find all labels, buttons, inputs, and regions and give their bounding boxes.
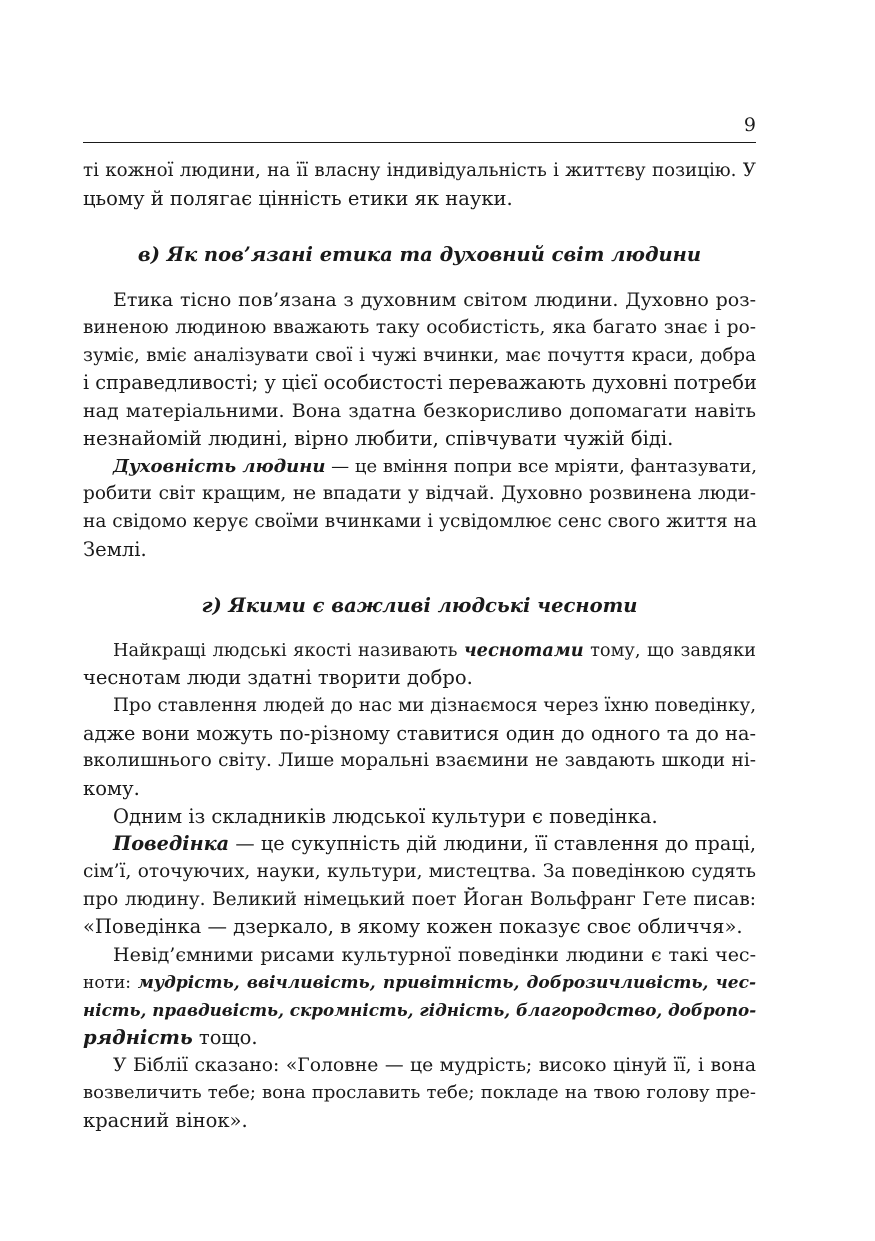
text-line: Невід’ємними рисами культурної поведінки людини є такі чес- bbox=[113, 944, 756, 966]
text-line: красний вінок». bbox=[83, 1109, 248, 1132]
text-line: Етика тісно пов’язана з духовним світом людини. Духовно роз- bbox=[113, 289, 756, 311]
term-bold: мудрість, ввічливість, привітність, доброзичливість, чес- bbox=[137, 973, 756, 993]
text-line: кому. bbox=[83, 777, 140, 800]
text-line: «Поведінка — дзеркало, в якому кожен показує своє обличчя». bbox=[83, 915, 743, 938]
text-line: сім’ї, оточуючих, науки, культури, мистецтва. За поведінкою судять bbox=[83, 861, 756, 882]
text-line: У Біблії сказано: «Головне — це мудрість; високо цінуй її, і вона bbox=[113, 1055, 756, 1076]
text-line bbox=[83, 830, 756, 858]
text-line: над матеріальними. Вона здатна безкорисливо допомагати навіть bbox=[83, 400, 756, 422]
text-line: зуміє, вміє аналізувати свої і чужі вчинки, має почуття краси, добра bbox=[83, 345, 756, 366]
text-line: цьому й полягає цінність етики як науки. bbox=[83, 187, 513, 210]
term-bold: рядність bbox=[83, 1026, 193, 1049]
section-heading: г) Якими є важливі людські чесноти bbox=[201, 594, 638, 617]
text-line: виненою людиною вважають таку особистість, яка багато знає і ро- bbox=[83, 317, 756, 338]
text-line: Про ставлення людей до нас ми дізнаємося через їхню поведінку, bbox=[113, 695, 756, 716]
text-line: возвеличить тебе; вона прославить тебе; покладе на твою голову пре- bbox=[83, 1082, 756, 1103]
text-line: про людину. Великий німецький поет Йоган Вольфранг Гете писав: bbox=[83, 889, 756, 910]
text-line: чеснотам люди здатні творити добро. bbox=[83, 666, 473, 689]
text-line: ність, правдивість, скромність, гідність, благородство, добропо- bbox=[83, 1000, 757, 1020]
header-rule bbox=[83, 142, 756, 143]
text-line: незнайомій людині, вірно любити, співчувати чужій біді. bbox=[83, 427, 674, 450]
text-span: ноти: bbox=[83, 973, 138, 993]
term-bold: Духовність людини bbox=[113, 456, 326, 477]
text-line bbox=[83, 637, 756, 665]
text-line: на свідомо керує своїми вчинками і усвідомлює сенс свого життя на bbox=[83, 511, 757, 532]
text-span: Найкращі людські якості називають bbox=[113, 641, 464, 661]
text-line bbox=[83, 453, 756, 481]
term-bold: чеснотами bbox=[463, 640, 584, 661]
text-line: адже вони можуть по-різному ставитися один до одного та до на- bbox=[83, 722, 756, 745]
text-line bbox=[83, 1024, 756, 1052]
text-line: Одним із складників людської культури є поведінка. bbox=[113, 805, 658, 828]
text-line: робити світ кращим, не впадати у відчай. Духовно розвинена люди- bbox=[83, 483, 756, 504]
text-line: Землі. bbox=[83, 538, 147, 561]
term-bold: Поведінка bbox=[113, 832, 230, 855]
section-heading: в) Як пов’язані етика та духовний світ людини bbox=[137, 243, 702, 266]
text-span: — це сукупність дій людини, її ставлення до праці, bbox=[229, 832, 756, 855]
text-span: тому, що завдяки bbox=[583, 641, 756, 661]
text-line: і справедливості; у цієї особистості переважають духовні потреби bbox=[83, 371, 757, 394]
text-line bbox=[83, 969, 756, 997]
page-number: 9 bbox=[743, 114, 756, 136]
text-span: — це вміння попри все мріяти, фантазувати, bbox=[325, 456, 757, 477]
text-line: вколишнього світу. Лише моральні взаємини не завдають шкоди ні- bbox=[83, 750, 756, 771]
text-span: тощо. bbox=[192, 1026, 258, 1049]
text-line: ті кожної людини, на її власну індивідуальність і життєву позицію. У bbox=[83, 160, 756, 181]
